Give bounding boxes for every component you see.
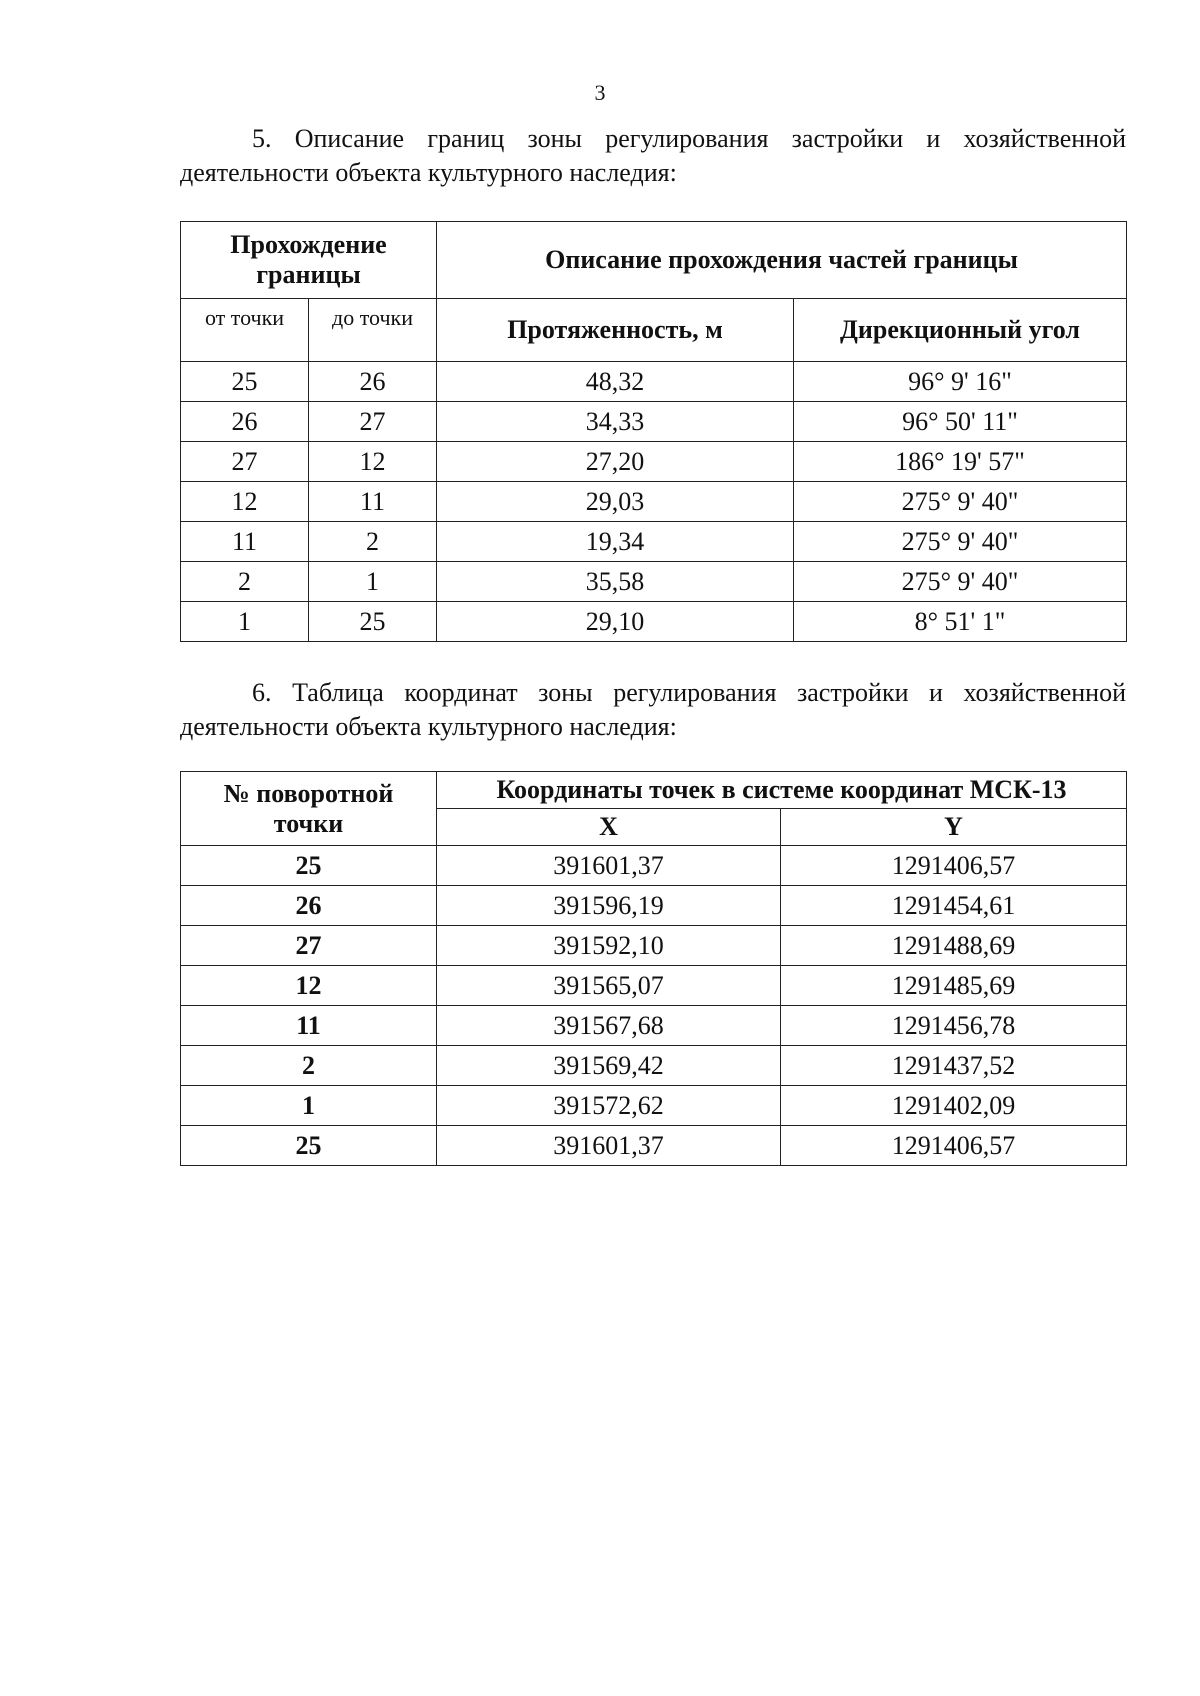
direction-angle: 275° 9' 40" bbox=[794, 522, 1127, 562]
to-point: 12 bbox=[309, 442, 437, 482]
header-x: X bbox=[437, 809, 781, 846]
header-length: Протяженность, м bbox=[437, 299, 794, 362]
from-point: 12 bbox=[181, 482, 309, 522]
table-row bbox=[181, 886, 1127, 926]
point-number: 26 bbox=[181, 886, 437, 926]
coord-x: 391596,19 bbox=[437, 886, 781, 926]
segment-length: 19,34 bbox=[437, 522, 794, 562]
coordinates-table bbox=[180, 771, 1127, 1166]
section-5-line-1: 5. Описание границ зоны регулирования застройки и хозяйственной bbox=[252, 124, 1126, 153]
point-number: 25 bbox=[181, 1126, 437, 1166]
header-angle: Дирекционный угол bbox=[794, 299, 1127, 362]
direction-angle: 275° 9' 40" bbox=[794, 482, 1127, 522]
point-number: 1 bbox=[181, 1086, 437, 1126]
direction-angle: 275° 9' 40" bbox=[794, 562, 1127, 602]
coord-y: 1291485,69 bbox=[781, 966, 1127, 1006]
header-passage: Прохождение границы bbox=[181, 222, 437, 299]
direction-angle: 96° 50' 11" bbox=[794, 402, 1127, 442]
table-row bbox=[181, 1126, 1127, 1166]
coord-y: 1291454,61 bbox=[781, 886, 1127, 926]
to-point: 2 bbox=[309, 522, 437, 562]
table-row bbox=[181, 1006, 1127, 1046]
point-number: 25 bbox=[181, 846, 437, 886]
coord-x: 391572,62 bbox=[437, 1086, 781, 1126]
coord-x: 391592,10 bbox=[437, 926, 781, 966]
table-row bbox=[181, 1046, 1127, 1086]
to-point: 27 bbox=[309, 402, 437, 442]
from-point: 25 bbox=[181, 362, 309, 402]
segment-length: 34,33 bbox=[437, 402, 794, 442]
section-6-line-2: деятельности объекта культурного наследия: bbox=[180, 712, 677, 741]
header-from-point: от точки bbox=[181, 299, 309, 362]
table-row bbox=[181, 562, 1127, 602]
table-row bbox=[181, 442, 1127, 482]
from-point: 27 bbox=[181, 442, 309, 482]
coord-x: 391601,37 bbox=[437, 1126, 781, 1166]
coord-y: 1291488,69 bbox=[781, 926, 1127, 966]
table-row bbox=[181, 402, 1127, 442]
table-row bbox=[181, 602, 1127, 642]
section-6-line-1: 6. Таблица координат зоны регулирования застройки и хозяйственной bbox=[252, 678, 1126, 707]
from-point: 2 bbox=[181, 562, 309, 602]
header-y: Y bbox=[781, 809, 1127, 846]
point-number: 12 bbox=[181, 966, 437, 1006]
header-to-point: до точки bbox=[309, 299, 437, 362]
boundary-description-table bbox=[180, 221, 1127, 642]
direction-angle: 8° 51' 1" bbox=[794, 602, 1127, 642]
from-point: 11 bbox=[181, 522, 309, 562]
coord-x: 391569,42 bbox=[437, 1046, 781, 1086]
segment-length: 48,32 bbox=[437, 362, 794, 402]
from-point: 26 bbox=[181, 402, 309, 442]
to-point: 1 bbox=[309, 562, 437, 602]
section-5-heading bbox=[180, 122, 1126, 190]
coord-y: 1291456,78 bbox=[781, 1006, 1127, 1046]
section-5-line-2: деятельности объекта культурного наследия: bbox=[180, 158, 677, 187]
header-description: Описание прохождения частей границы bbox=[437, 222, 1127, 299]
coord-x: 391565,07 bbox=[437, 966, 781, 1006]
section-6-heading bbox=[180, 676, 1126, 744]
to-point: 25 bbox=[309, 602, 437, 642]
segment-length: 27,20 bbox=[437, 442, 794, 482]
coord-y: 1291406,57 bbox=[781, 1126, 1127, 1166]
point-number: 11 bbox=[181, 1006, 437, 1046]
coord-x: 391601,37 bbox=[437, 846, 781, 886]
header-coordinates: Координаты точек в системе координат МСК-13 bbox=[437, 772, 1127, 809]
point-number: 27 bbox=[181, 926, 437, 966]
table-row bbox=[181, 966, 1127, 1006]
table-row bbox=[181, 846, 1127, 886]
table-row bbox=[181, 362, 1127, 402]
segment-length: 29,03 bbox=[437, 482, 794, 522]
point-number: 2 bbox=[181, 1046, 437, 1086]
segment-length: 35,58 bbox=[437, 562, 794, 602]
to-point: 26 bbox=[309, 362, 437, 402]
table-row bbox=[181, 926, 1127, 966]
segment-length: 29,10 bbox=[437, 602, 794, 642]
coord-y: 1291406,57 bbox=[781, 846, 1127, 886]
from-point: 1 bbox=[181, 602, 309, 642]
coord-y: 1291437,52 bbox=[781, 1046, 1127, 1086]
coord-x: 391567,68 bbox=[437, 1006, 781, 1046]
table-row bbox=[181, 482, 1127, 522]
table-row bbox=[181, 1086, 1127, 1126]
table-row bbox=[181, 522, 1127, 562]
direction-angle: 186° 19' 57" bbox=[794, 442, 1127, 482]
to-point: 11 bbox=[309, 482, 437, 522]
page-number: 3 bbox=[594, 80, 606, 105]
header-turning-point: № поворотной точки bbox=[181, 772, 437, 846]
direction-angle: 96° 9' 16" bbox=[794, 362, 1127, 402]
coord-y: 1291402,09 bbox=[781, 1086, 1127, 1126]
